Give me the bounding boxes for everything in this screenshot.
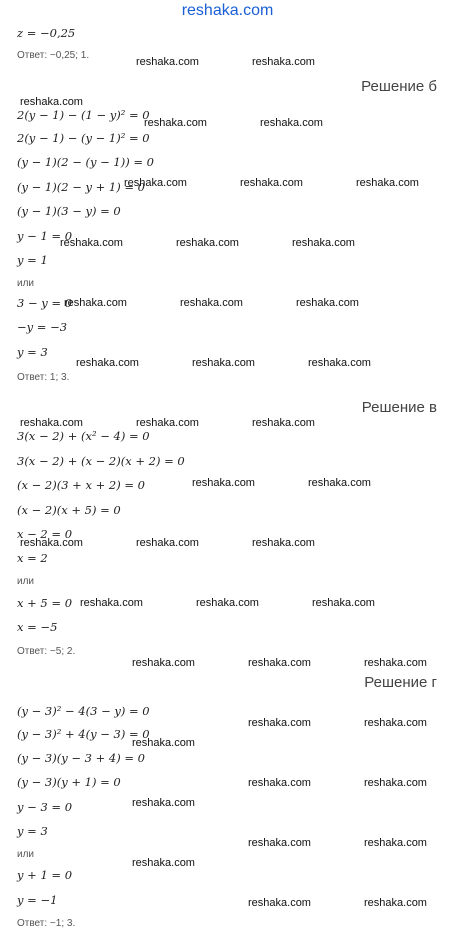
watermark: reshaka.com bbox=[308, 357, 371, 369]
equation-line: (y − 1)(2 − y + 1) = 0 bbox=[17, 180, 145, 194]
equation-line: (y − 3)² + 4(y − 3) = 0 bbox=[17, 727, 150, 741]
equation-line: (x − 2)(3 + x + 2) = 0 bbox=[17, 478, 145, 492]
equation-line: y − 1 = 0 bbox=[17, 229, 73, 243]
equation-line: 3(x − 2) + (x − 2)(x + 2) = 0 bbox=[17, 454, 185, 468]
watermark: reshaka.com bbox=[364, 717, 427, 729]
equation-line: (x − 2)(x + 5) = 0 bbox=[17, 503, 121, 517]
watermark: reshaka.com bbox=[76, 357, 139, 369]
watermark: reshaka.com bbox=[248, 777, 311, 789]
watermark: reshaka.com bbox=[132, 737, 195, 749]
watermark: reshaka.com bbox=[180, 297, 243, 309]
watermark: reshaka.com bbox=[364, 657, 427, 669]
answer-text: Ответ: −1; 3. bbox=[17, 918, 76, 929]
equation-line: x − 2 = 0 bbox=[17, 527, 73, 541]
watermark: reshaka.com bbox=[64, 297, 127, 309]
equation-line: (y − 3)² − 4(3 − y) = 0 bbox=[17, 704, 150, 718]
watermark: reshaka.com bbox=[364, 777, 427, 789]
or-text: или bbox=[17, 278, 35, 289]
equation-line: 3 − y = 0 bbox=[17, 296, 73, 310]
watermark: reshaka.com bbox=[132, 797, 195, 809]
watermark: reshaka.com bbox=[260, 117, 323, 129]
watermark: reshaka.com bbox=[132, 657, 195, 669]
equation-line: (y − 1)(2 − (y − 1)) = 0 bbox=[17, 155, 154, 169]
watermark: reshaka.com bbox=[252, 537, 315, 549]
equation-line: 2(y − 1) − (y − 1)² = 0 bbox=[17, 131, 150, 145]
watermark: reshaka.com bbox=[248, 717, 311, 729]
watermark: reshaka.com bbox=[144, 117, 207, 129]
equation-line: x = −5 bbox=[17, 620, 58, 634]
watermark: reshaka.com bbox=[252, 56, 315, 68]
equation-line: y = −1 bbox=[17, 893, 58, 907]
watermark: reshaka.com bbox=[136, 417, 199, 429]
equation-line: (y − 3)(y + 1) = 0 bbox=[17, 775, 121, 789]
watermark: reshaka.com bbox=[20, 537, 83, 549]
equation-line: −y = −3 bbox=[17, 320, 68, 334]
site-logo-link[interactable]: reshaka.com bbox=[181, 2, 274, 19]
watermark: reshaka.com bbox=[292, 237, 355, 249]
watermark: reshaka.com bbox=[240, 177, 303, 189]
watermark: reshaka.com bbox=[308, 477, 371, 489]
equation-line: y = 3 bbox=[17, 824, 48, 838]
equation-line: 2(y − 1) − (1 − y)² = 0 bbox=[17, 108, 150, 122]
watermark: reshaka.com bbox=[124, 177, 187, 189]
answer-text: Ответ: −5; 2. bbox=[17, 646, 76, 657]
watermark: reshaka.com bbox=[192, 357, 255, 369]
solution-heading: Решение в bbox=[361, 399, 437, 416]
watermark: reshaka.com bbox=[248, 657, 311, 669]
watermark: reshaka.com bbox=[296, 297, 359, 309]
equation-line: y + 1 = 0 bbox=[17, 868, 73, 882]
equation-line: 3(x − 2) + (x² − 4) = 0 bbox=[17, 429, 150, 443]
equation-line: x = 2 bbox=[17, 551, 48, 565]
equation-line: y = 3 bbox=[17, 345, 48, 359]
equation-line: z = −0,25 bbox=[17, 26, 76, 40]
watermark: reshaka.com bbox=[60, 237, 123, 249]
equation-line: y = 1 bbox=[17, 253, 48, 267]
watermark: reshaka.com bbox=[192, 477, 255, 489]
site-header[interactable] bbox=[0, 0, 455, 24]
watermark: reshaka.com bbox=[364, 837, 427, 849]
watermark: reshaka.com bbox=[136, 537, 199, 549]
solution-heading: Решение б bbox=[361, 78, 437, 95]
or-text: или bbox=[17, 849, 35, 860]
equation-line: x + 5 = 0 bbox=[17, 596, 73, 610]
watermark: reshaka.com bbox=[80, 597, 143, 609]
watermark: reshaka.com bbox=[20, 417, 83, 429]
equation-line: (y − 3)(y − 3 + 4) = 0 bbox=[17, 751, 145, 765]
watermark: reshaka.com bbox=[364, 897, 427, 909]
answer-text: Ответ: −0,25; 1. bbox=[17, 50, 90, 61]
answer-text: Ответ: 1; 3. bbox=[17, 372, 70, 383]
watermark: reshaka.com bbox=[20, 96, 83, 108]
watermark: reshaka.com bbox=[312, 597, 375, 609]
equation-line: (y − 1)(3 − y) = 0 bbox=[17, 204, 121, 218]
watermark: reshaka.com bbox=[248, 897, 311, 909]
watermark: reshaka.com bbox=[196, 597, 259, 609]
watermark: reshaka.com bbox=[356, 177, 419, 189]
or-text: или bbox=[17, 576, 35, 587]
solution-heading: Решение г bbox=[364, 674, 437, 691]
watermark: reshaka.com bbox=[176, 237, 239, 249]
equation-line: y − 3 = 0 bbox=[17, 800, 73, 814]
watermark: reshaka.com bbox=[132, 857, 195, 869]
watermark: reshaka.com bbox=[248, 837, 311, 849]
watermark: reshaka.com bbox=[252, 417, 315, 429]
watermark: reshaka.com bbox=[136, 56, 199, 68]
